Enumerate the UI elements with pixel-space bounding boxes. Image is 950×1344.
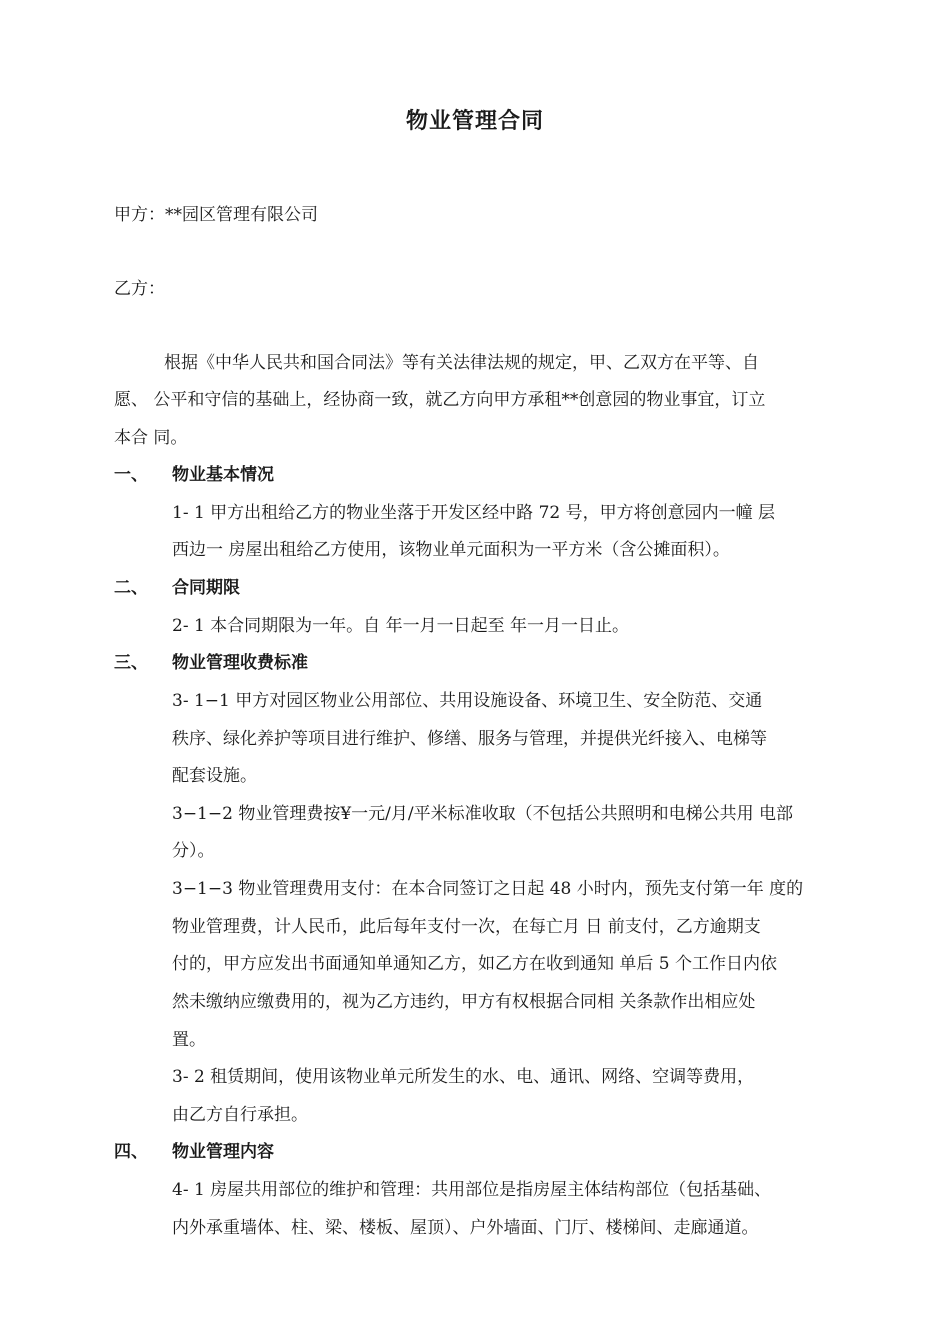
preamble-line: 本合 同。 <box>114 428 188 448</box>
clause-line: 3- 1−1 甲方对园区物业公用部位、共用设施设备、环境卫生、安全防范、交通 <box>172 691 763 711</box>
clause-line: 付的，甲方应发出书面通知单通知乙方，如乙方在收到通知 单后 5 个工作日内依 <box>172 954 778 974</box>
clause-line: 4- 1 房屋共用部位的维护和管理：共用部位是指房屋主体结构部位（包括基础、 <box>172 1180 772 1200</box>
clause-line: 3- 2 租赁期间，使用该物业单元所发生的水、电、通讯、网络、空调等费用， <box>172 1067 755 1087</box>
clause-line: 3−1−2 物业管理费按¥一元/月/平米标准收取（不包括公共照明和电梯公共用 电部 <box>172 804 794 824</box>
section-number: 二、 <box>114 578 148 598</box>
section-number: 三、 <box>114 653 148 673</box>
clause-line: 1- 1 甲方出租给乙方的物业坐落于开发区经中路 72 号，甲方将创意园内一幢 层 <box>172 503 776 523</box>
preamble-line: 愿、 公平和守信的基础上，经协商一致，就乙方向甲方承租**创意园的物业事宜，订立 <box>114 390 766 410</box>
section-number: 四、 <box>114 1142 148 1162</box>
clause-line: 3−1−3 物业管理费用支付：在本合同签订之日起 48 小时内，预先支付第一年 度的 <box>172 879 804 899</box>
section-title: 物业管理内容 <box>172 1142 274 1162</box>
section-title: 物业管理收费标准 <box>172 653 308 673</box>
section-title: 物业基本情况 <box>172 465 274 485</box>
section-title: 合同期限 <box>172 578 240 598</box>
clause-line: 分）。 <box>172 841 215 861</box>
clause-line: 2- 1 本合同期限为一年。自 年一月一日起至 年一月一日止。 <box>172 616 629 636</box>
party-b: 乙方： <box>114 279 165 299</box>
document-title: 物业管理合同 <box>405 109 544 134</box>
section-heading <box>114 578 240 598</box>
clause-line: 由乙方自行承担。 <box>172 1105 308 1125</box>
preamble-line: 根据《中华人民共和国合同法》等有关法律法规的规定，甲、乙双方在平等、自 <box>164 353 759 373</box>
clause-line: 然未缴纳应缴费用的，视为乙方违约，甲方有权根据合同相 关条款作出相应处 <box>172 992 756 1012</box>
section-heading <box>114 465 274 485</box>
clause-line: 物业管理费，计人民币，此后每年支付一次，在每亡月 日 前支付，乙方逾期支 <box>172 917 761 937</box>
clause-line: 配套设施。 <box>172 766 257 786</box>
section-heading <box>114 1142 274 1162</box>
party-a: 甲方：**园区管理有限公司 <box>114 205 318 225</box>
section-number: 一、 <box>114 465 148 485</box>
clause-line: 西边一 房屋出租给乙方使用，该物业单元面积为一平方米（含公摊面积）。 <box>172 540 730 560</box>
section-heading <box>114 653 308 673</box>
clause-line: 置。 <box>172 1030 206 1050</box>
clause-line: 秩序、绿化养护等项目进行维护、修缮、服务与管理，并提供光纤接入、电梯等 <box>172 729 767 749</box>
clause-line: 内外承重墙体、柱、梁、楼板、屋顶）、户外墙面、门厅、楼梯间、走廊通道。 <box>172 1218 759 1238</box>
